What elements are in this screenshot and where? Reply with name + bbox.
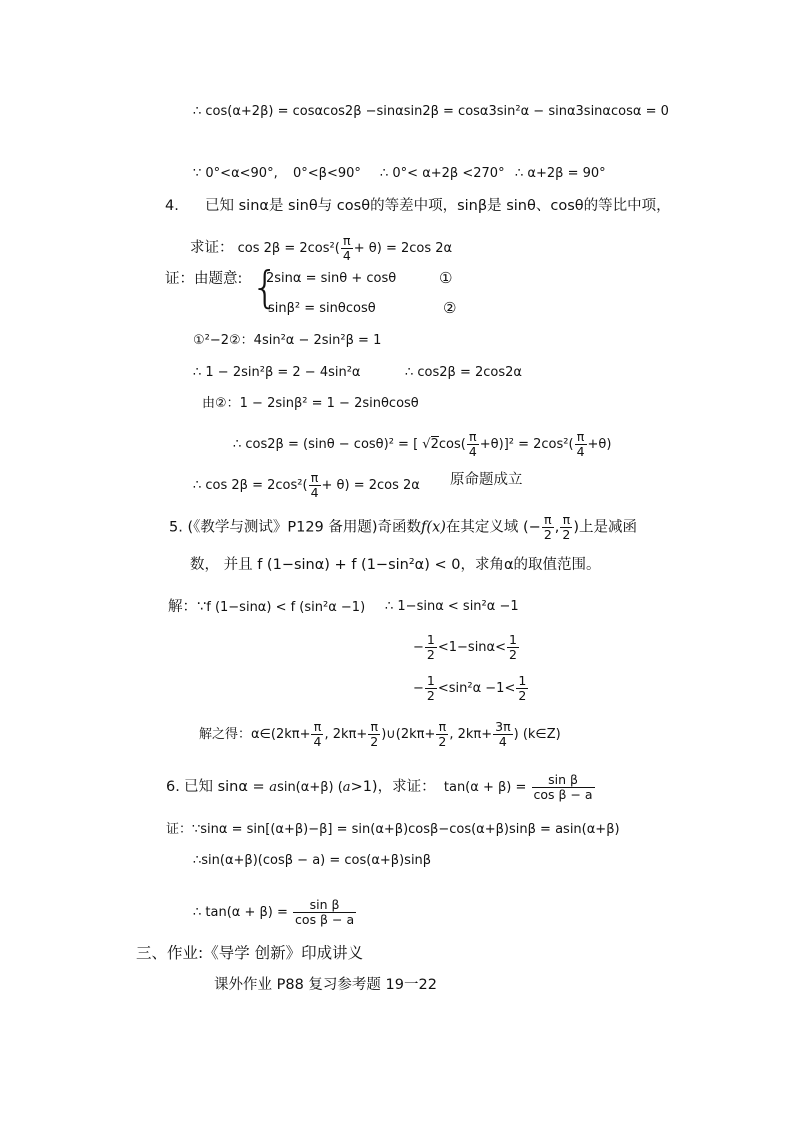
prove-formula-b: + θ) = 2cos 2α: [353, 241, 453, 256]
fraction-1-over-2: $\frac{1}{2}$: [426, 673, 435, 703]
equation-tag-2: ②: [443, 299, 457, 317]
system-equation-2: sinβ² = sinθcosθ: [268, 301, 376, 316]
prove-formula-a: cos 2β = 2cos²(: [237, 241, 340, 256]
problem-6-statement: 6. 已知 sinα = asin(α+β) (a>1)，求证： tan(α + β) = $\frac{\text{sin β}}{\text{cos β − a}}$: [166, 772, 593, 802]
proof-step-4: ∴ cos2β = (sinθ − cosθ)² = [ √2cos( $\frac{\pi}{4}$ +θ)]² = 2cos²( $\frac{\pi}{4}$ +θ): [233, 429, 612, 459]
fraction-pi-over-4: $\frac{\pi}{4}$: [468, 429, 477, 459]
fraction-3pi-over-4: $\frac{3\pi}{4}$: [495, 719, 511, 749]
angle-conclusion: ∴ α+2β = 90°: [515, 166, 606, 181]
problem-6-proof-1: 证：∵sinα = sin[(α+β)−β] = sin(α+β)cosβ−cos(α+β)sinβ = asin(α+β): [166, 822, 620, 837]
problem-6-proof-3: ∴ tan(α + β) = $\frac{\text{sin β}}{\text{cos β − a}}$: [193, 897, 355, 927]
angle-range-sum: ∴ 0°< α+2β <270°: [380, 166, 505, 181]
problem-5-inequality: ∴ 1−sinα < sin²α −1: [385, 599, 519, 614]
fraction-pi-over-4: $\frac{\pi}{4}$: [342, 233, 351, 263]
proof-step-2a: ∴ 1 − 2sin²β = 2 − 4sin²α: [193, 365, 361, 380]
proof-step-3: 由②：1 − 2sinβ² = 1 − 2sinθcosθ: [202, 396, 419, 411]
proof-line-cos-alpha-2beta: ∴ cos(α+2β) = cosαcos2β −sinαsin2β = cosα3sin²α − sinα3sinαcosα = 0: [193, 104, 669, 119]
problem-5-number: 5.: [169, 519, 183, 536]
fraction-pi-over-2: $\frac{\pi}{2}$: [543, 512, 552, 542]
fraction-pi-over-4: $\frac{\pi}{4}$: [310, 470, 319, 500]
system-brace: {: [251, 262, 279, 313]
proof-step-1: ①²−2②：4sin²α − 2sin²β = 1: [193, 333, 382, 348]
fraction-sinb-over-cosb-minus-a: $\frac{\text{sin β}}{\text{cos β − a}}$: [533, 772, 593, 802]
fraction-sinb-over-cosb-minus-a: $\frac{\text{sin β}}{\text{cos β − a}}$: [295, 897, 355, 927]
problem-4-prove: [190, 234, 452, 263]
sqrt-symbol: √2: [422, 437, 439, 452]
proof-conclusion: ∴ cos 2β = 2cos²( $\frac{\pi}{4}$ + θ) = 2cos 2α: [193, 470, 420, 500]
problem-5-line-1: 5. (《教学与测试》P129 备用题)奇函数f(x)在其定义域 (− $\frac{\pi}{2}$ , $\frac{\pi}{2}$ )上是减函: [169, 512, 638, 542]
problem-4-statement: 已知 sinα是 sinθ与 cosθ的等差中项，sinβ是 sinθ、cosθ的等比中项，: [205, 198, 671, 214]
inequality-2: − $\frac{1}{2}$ <sin²α −1< $\frac{1}{2}$: [413, 673, 527, 703]
fraction-pi-over-4: $\frac{\pi}{4}$: [313, 719, 322, 749]
angle-range-beta: 0°<β<90°: [293, 166, 361, 181]
fraction-pi-over-2: $\frac{\pi}{2}$: [438, 719, 447, 749]
inequality-1: − $\frac{1}{2}$ <1−sinα< $\frac{1}{2}$: [413, 632, 517, 662]
fraction-pi-over-4: $\frac{\pi}{4}$: [576, 429, 585, 459]
system-equation-1: 2sinα = sinθ + cosθ: [266, 271, 397, 286]
homework-line: 课外作业 P88 复习参考题 19一22: [214, 977, 437, 993]
proof-label: 证：由题意:: [165, 271, 243, 287]
problem-6-number: 6.: [166, 779, 180, 795]
proposition-proved: 原命题成立: [450, 472, 523, 488]
fraction-1-over-2: $\frac{1}{2}$: [509, 632, 517, 662]
fraction-pi-over-2: $\frac{\pi}{2}$: [562, 512, 571, 542]
problem-4-number: 4.: [165, 198, 179, 214]
prove-label: 求证：: [190, 240, 234, 256]
fraction-pi-over-2: $\frac{\pi}{2}$: [370, 719, 379, 749]
equation-tag-1: ①: [439, 269, 453, 287]
angle-range-alpha: ∵ 0°<α<90°,: [193, 166, 278, 181]
problem-5-line-2: 数， 并且 f (1−sinα) + f (1−sin²α) < 0，求角α的取值范围。: [190, 557, 601, 573]
fraction-1-over-2: $\frac{1}{2}$: [426, 632, 435, 662]
problem-6-proof-2: ∴sin(α+β)(cosβ − a) = cos(α+β)sinβ: [193, 853, 432, 868]
problem-5-result: 解之得：α∈(2kπ+ $\frac{\pi}{4}$ , 2kπ+ $\frac{\pi}{2}$ )∪(2kπ+ $\frac{\pi}{2}$ , 2kπ+ $\frac{3\pi}{4}$ ) (k∈Z): [199, 719, 561, 749]
problem-5-solution: 解：∵f (1−sinα) < f (sin²α −1): [168, 599, 366, 615]
homework-title: 三、作业:《导学 创新》印成讲义: [136, 944, 364, 962]
proof-step-2b: ∴ cos2β = 2cos2α: [405, 365, 522, 380]
fraction-1-over-2: $\frac{1}{2}$: [518, 673, 527, 703]
